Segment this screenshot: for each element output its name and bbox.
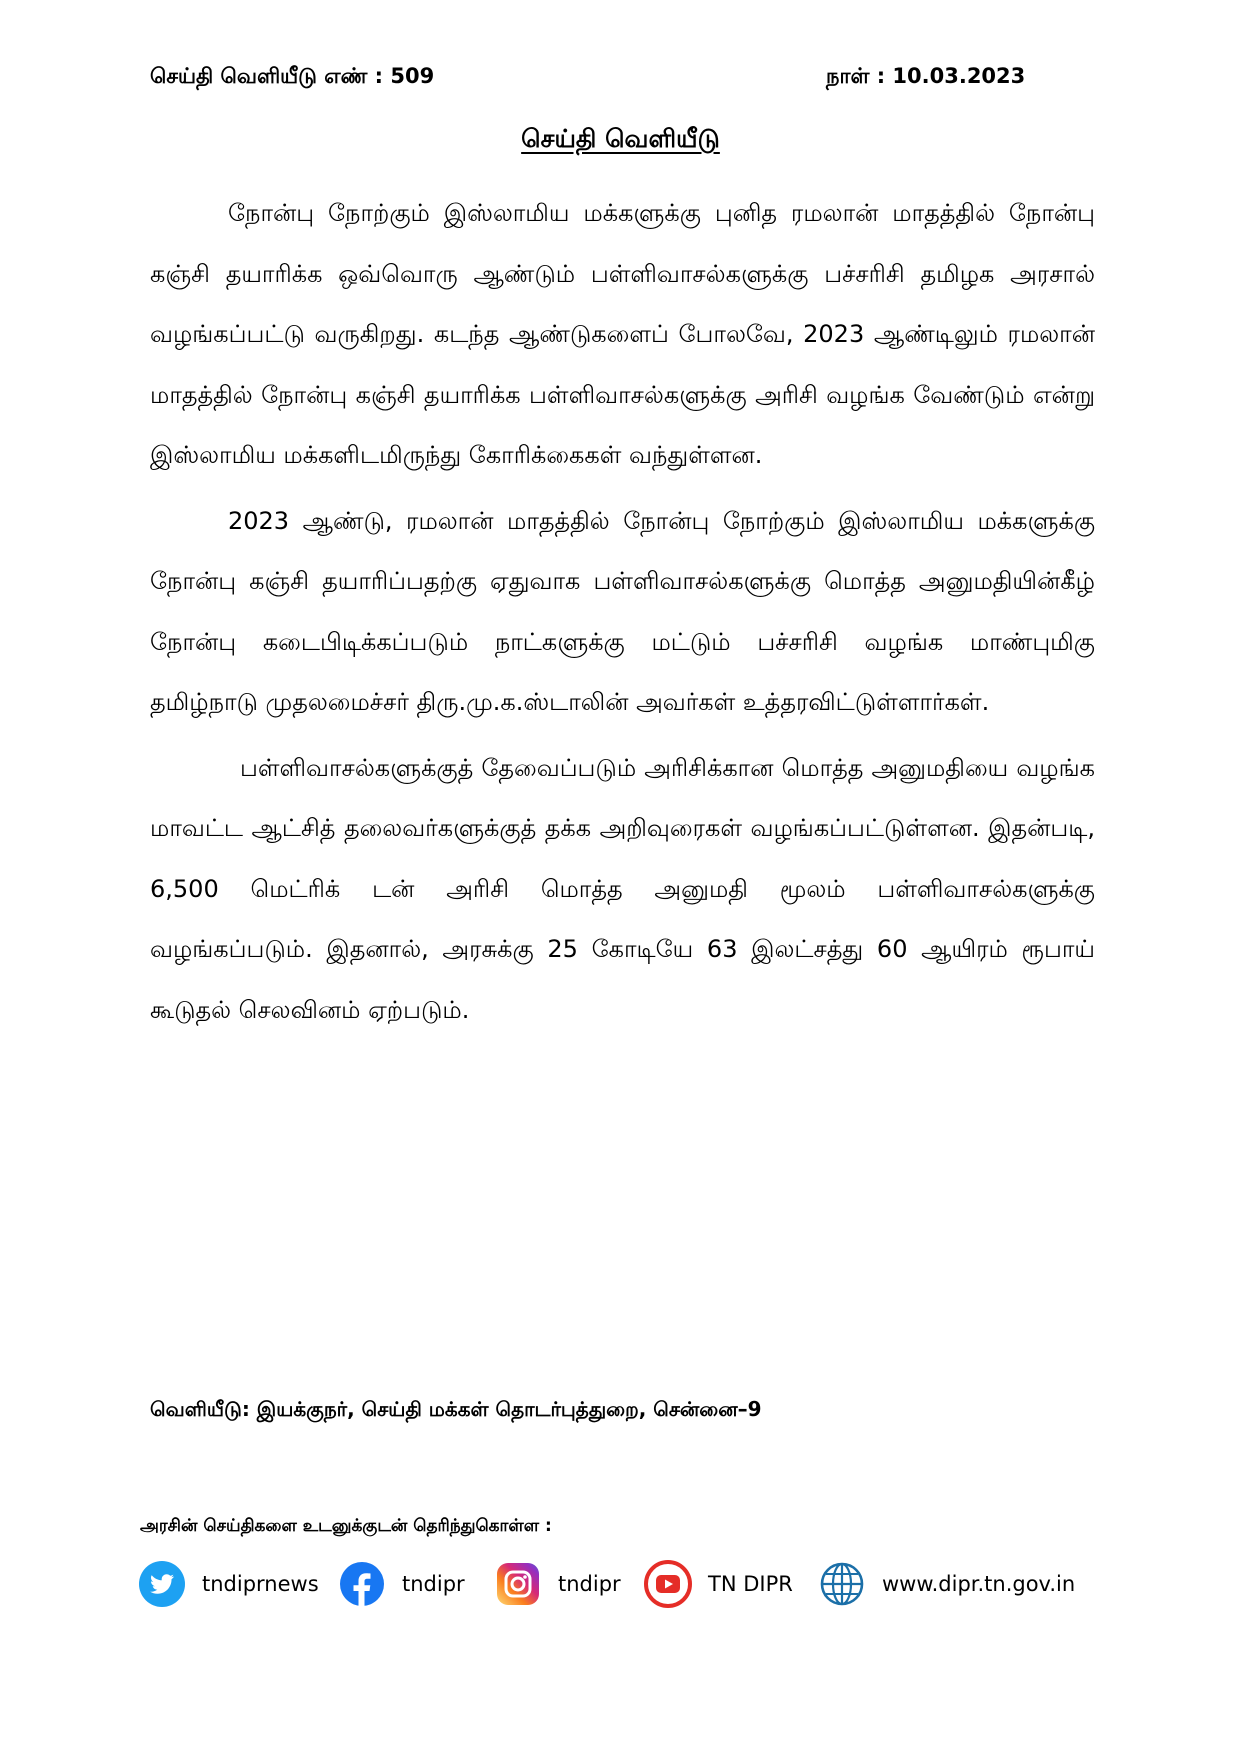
social-link-instagram[interactable]: [494, 1558, 621, 1610]
website-url: www.dipr.tn.gov.in: [882, 1572, 1076, 1596]
paragraph-3: பள்ளிவாசல்களுக்குத் தேவைப்படும் அரிசிக்கான மொத்த அனுமதியை வழங்க மாவட்ட ஆட்சித் தலைவர்களுக்குத் தக்க அறிவுரைகள் வழங்கப்பட்டுள்ளன. இதன்படி, 6,500 மெட்ரிக் டன் அரிசி மொத்த அனுமதி மூலம் பள்ளிவாசல்களுக்கு வழங்கப்படும். இதனால், அரசுக்கு 25 கோடியே 63 இலட்சத்து 60 ஆயிரம் ரூபாய் கூடுதல் செலவினம் ஏற்படும்.: [150, 753, 1095, 1024]
instagram-icon: [494, 1560, 542, 1608]
facebook-handle: tndipr: [402, 1572, 465, 1596]
release-date: நாள் : 10.03.2023: [826, 64, 1026, 88]
document-title: செய்தி வெளியீடு: [521, 124, 720, 153]
social-link-website[interactable]: [818, 1558, 1075, 1610]
social-links: [138, 1558, 1088, 1622]
youtube-channel: TN DIPR: [708, 1572, 793, 1596]
social-link-facebook[interactable]: [338, 1558, 465, 1610]
social-heading: அரசின் செய்திகளை உடனுக்குடன் தெரிந்துகொள்ள :: [140, 1516, 552, 1536]
social-link-youtube[interactable]: [644, 1558, 793, 1610]
paragraph-1: நோன்பு நோற்கும் இஸ்லாமிய மக்களுக்கு புனித ரமலான் மாதத்தில் நோன்பு கஞ்சி தயாரிக்க ஒவ்வொரு ஆண்டும் பள்ளிவாசல்களுக்கு பச்சரிசி தமிழக அரசால் வழங்கப்பட்டு வருகிறது. கடந்த ஆண்டுகளைப் போலவே, 2023 ஆண்டிலும் ரமலான் மாதத்தில் நோன்பு கஞ்சி தயாரிக்க பள்ளிவாசல்களுக்கு அரிசி வழங்க வேண்டும் என்று இஸ்லாமிய மக்களிடமிருந்து கோரிக்கைகள் வந்துள்ளன.: [150, 199, 1095, 469]
facebook-icon: [338, 1560, 386, 1608]
social-link-twitter[interactable]: [138, 1558, 319, 1610]
release-number: செய்தி வெளியீடு எண் : 509: [150, 64, 435, 88]
twitter-icon: [138, 1560, 186, 1608]
youtube-icon: [644, 1560, 692, 1608]
paragraph-2: 2023 ஆண்டு, ரமலான் மாதத்தில் நோன்பு நோற்கும் இஸ்லாமிய மக்களுக்கு நோன்பு கஞ்சி தயாரிப்பதற்கு ஏதுவாக பள்ளிவாசல்களுக்கு மொத்த அனுமதியின்கீழ் நோன்பு கடைபிடிக்கப்படும் நாட்களுக்கு மட்டும் பச்சரிசி வழங்க மாண்புமிகு தமிழ்நாடு முதலமைச்சர் திரு.மு.க.ஸ்டாலின் அவர்கள் உத்தரவிட்டுள்ளார்கள்.: [150, 506, 1095, 716]
twitter-handle: tndiprnews: [202, 1572, 319, 1596]
instagram-handle: tndipr: [558, 1572, 621, 1596]
issued-by-line: வெளியீடு: இயக்குநர், செய்தி மக்கள் தொடர்புத்துறை, சென்னை–9: [150, 1397, 762, 1421]
release-body: [150, 183, 1095, 1045]
globe-icon: [818, 1560, 866, 1608]
